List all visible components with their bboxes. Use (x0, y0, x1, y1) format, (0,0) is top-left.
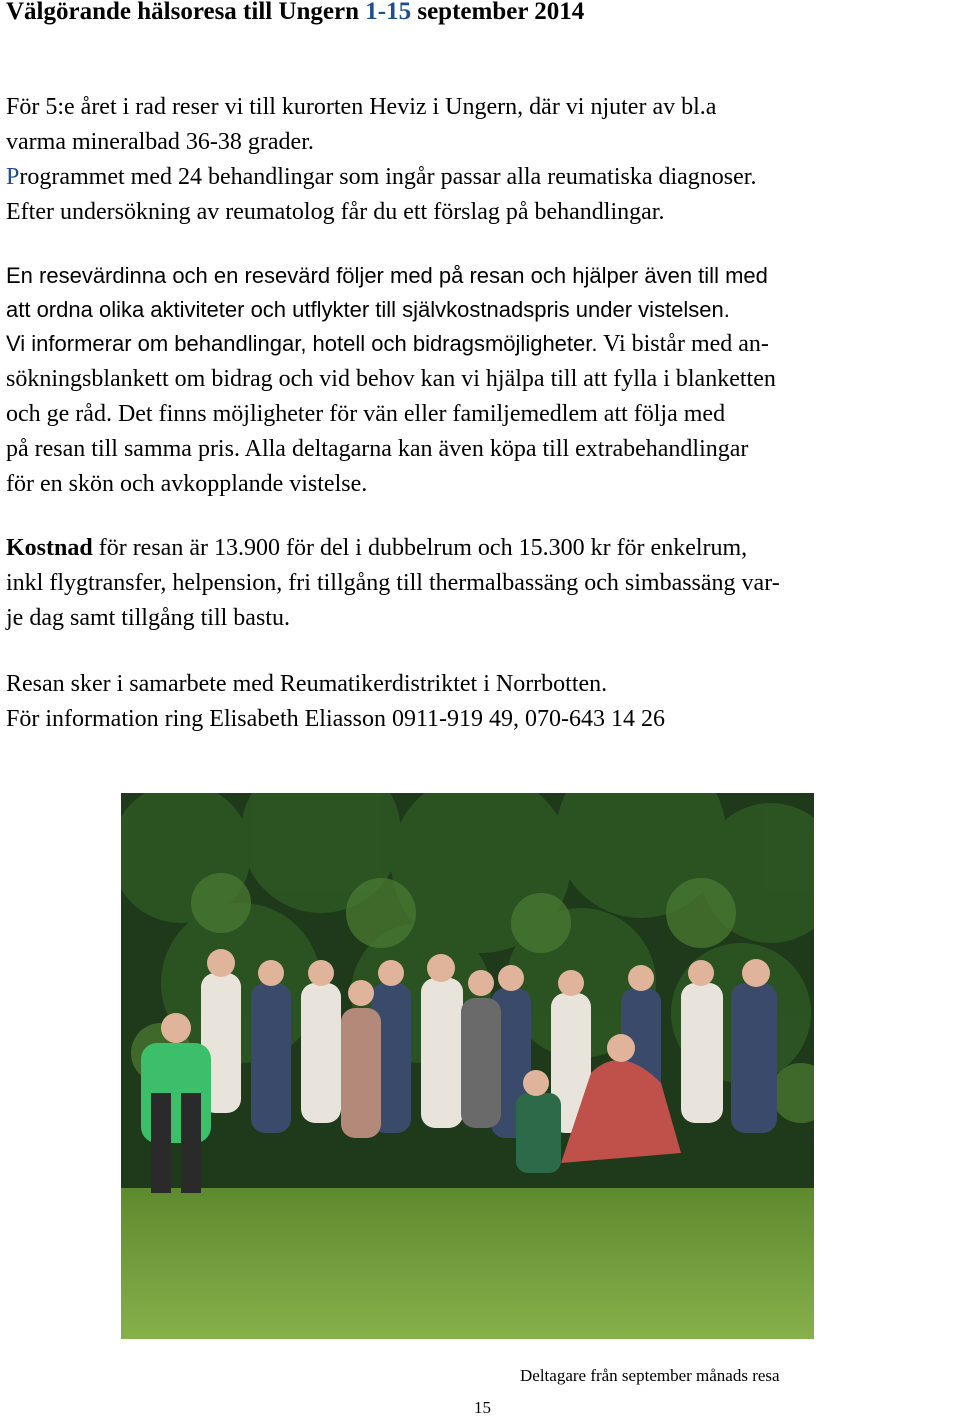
hosts-paragraph: En resevärdinna och en resevärd följer med på resan och hjälper även till med att ordna olika aktiviteter och utflykter till självkostnadspris under vistelsen. Vi informerar om behandlingar, hotell och bidragsmöjligheter. Vi bistår med an- (6, 263, 769, 357)
cost-label: Kostnad (6, 535, 93, 561)
page-title: Välgörande hälsoresa till Ungern 1-15 september 2014 (6, 0, 585, 25)
page-number: 15 (474, 1398, 491, 1417)
contact-paragraph: Resan sker i samarbete med Reumatikerdistriktet i Norrbotten. För information ring Elisabeth Eliasson 0911-919 49, 070-643 14 26 (6, 671, 666, 732)
photo-caption: Deltagare från september månads resa (520, 1366, 780, 1385)
intro-paragraph: För 5:e året i rad reser vi till kurorten Heviz i Ungern, där vi njuter av bl.a varma mineralbad 36-38 grader. Programmet med 24 behandlingar som ingår passar alla reumatiska diagnoser. Efter undersökning av reumatolog får du ett förslag på behandlingar. (6, 94, 757, 225)
group-photo (121, 793, 814, 1339)
hosts-paragraph-cont: sökningsblankett om bidrag och vid behov kan vi hjälpa till att fylla i blanketten och ge råd. Det finns möjligheter för vän eller familjemedlem att följa med på resan till samma pris. Alla deltagarna kan även köpa till extrabehandlingar för en skön och avkopplande vistelse. (6, 366, 776, 497)
cost-paragraph: Kostnad för resan är 13.900 för del i dubbelrum och 15.300 kr för enkelrum, inkl flygtransfer, helpension, fri tillgång till thermalbassäng och simbassäng var- je dag samt tillgång till bastu. (6, 535, 780, 631)
title-dates: 1-15 (365, 0, 412, 25)
